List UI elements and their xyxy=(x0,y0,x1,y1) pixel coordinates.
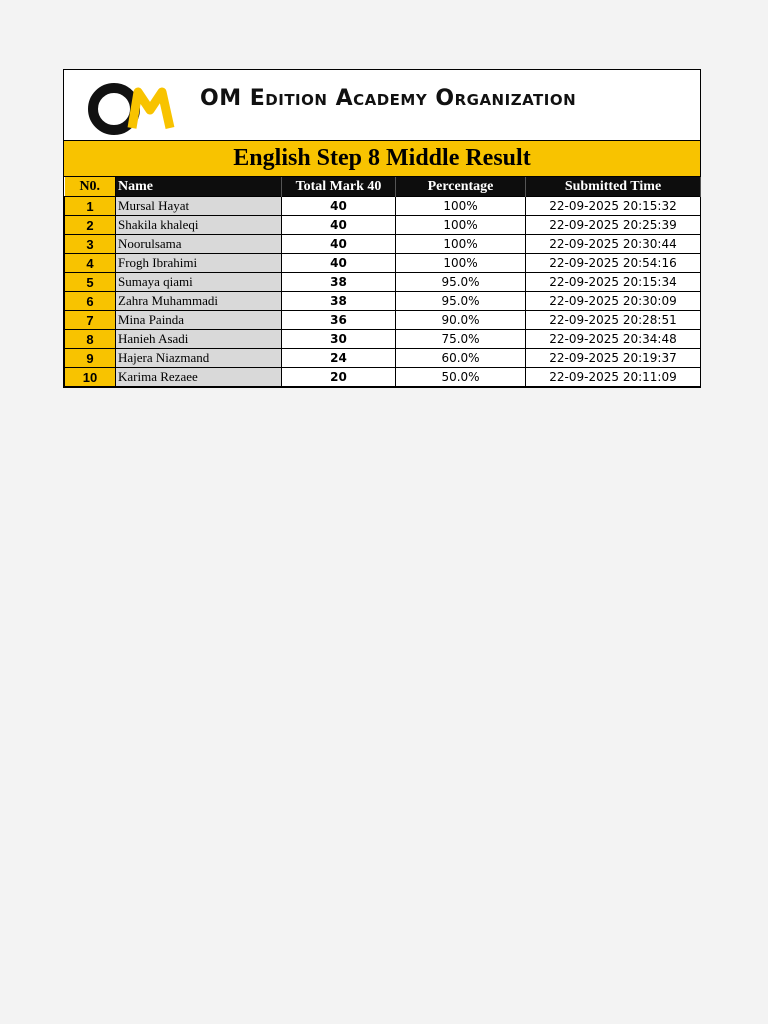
total-mark: 40 xyxy=(282,235,396,254)
student-name: Zahra Muhammadi xyxy=(116,292,282,311)
total-mark: 40 xyxy=(282,197,396,216)
submitted-time: 22-09-2025 20:11:09 xyxy=(526,368,701,387)
result-sheet xyxy=(63,69,701,388)
total-mark: 30 xyxy=(282,330,396,349)
percentage: 100% xyxy=(396,216,526,235)
row-number: 5 xyxy=(65,273,116,292)
row-number: 6 xyxy=(65,292,116,311)
submitted-time: 22-09-2025 20:19:37 xyxy=(526,349,701,368)
student-name: Shakila khaleqi xyxy=(116,216,282,235)
table-row xyxy=(65,330,701,349)
total-mark: 24 xyxy=(282,349,396,368)
col-header-name: Name xyxy=(116,177,282,197)
sheet-header xyxy=(64,70,700,141)
row-number: 4 xyxy=(65,254,116,273)
results-table xyxy=(64,177,701,387)
org-name: OM Edition Academy Organization xyxy=(200,86,577,111)
total-mark: 36 xyxy=(282,311,396,330)
total-mark: 38 xyxy=(282,292,396,311)
submitted-time: 22-09-2025 20:25:39 xyxy=(526,216,701,235)
col-header-time: Submitted Time xyxy=(526,177,701,197)
percentage: 95.0% xyxy=(396,273,526,292)
submitted-time: 22-09-2025 20:15:32 xyxy=(526,197,701,216)
row-number: 2 xyxy=(65,216,116,235)
table-row xyxy=(65,273,701,292)
student-name: Karima Rezaee xyxy=(116,368,282,387)
percentage: 95.0% xyxy=(396,292,526,311)
om-logo-icon xyxy=(84,80,196,136)
row-number: 9 xyxy=(65,349,116,368)
table-row xyxy=(65,254,701,273)
table-row xyxy=(65,311,701,330)
percentage: 100% xyxy=(396,197,526,216)
submitted-time: 22-09-2025 20:28:51 xyxy=(526,311,701,330)
percentage: 50.0% xyxy=(396,368,526,387)
percentage: 100% xyxy=(396,254,526,273)
col-header-mark: Total Mark 40 xyxy=(282,177,396,197)
table-header-row xyxy=(65,177,701,197)
row-number: 7 xyxy=(65,311,116,330)
submitted-time: 22-09-2025 20:34:48 xyxy=(526,330,701,349)
percentage: 90.0% xyxy=(396,311,526,330)
row-number: 10 xyxy=(65,368,116,387)
row-number: 1 xyxy=(65,197,116,216)
table-row xyxy=(65,216,701,235)
row-number: 8 xyxy=(65,330,116,349)
student-name: Noorulsama xyxy=(116,235,282,254)
table-row xyxy=(65,197,701,216)
percentage: 60.0% xyxy=(396,349,526,368)
submitted-time: 22-09-2025 20:30:44 xyxy=(526,235,701,254)
student-name: Mina Painda xyxy=(116,311,282,330)
table-row xyxy=(65,368,701,387)
table-row xyxy=(65,235,701,254)
student-name: Mursal Hayat xyxy=(116,197,282,216)
col-header-percentage: Percentage xyxy=(396,177,526,197)
total-mark: 40 xyxy=(282,216,396,235)
total-mark: 38 xyxy=(282,273,396,292)
row-number: 3 xyxy=(65,235,116,254)
table-row xyxy=(65,349,701,368)
submitted-time: 22-09-2025 20:30:09 xyxy=(526,292,701,311)
student-name: Hanieh Asadi xyxy=(116,330,282,349)
col-header-no: N0. xyxy=(65,177,116,197)
page-title: English Step 8 Middle Result xyxy=(64,141,700,177)
student-name: Hajera Niazmand xyxy=(116,349,282,368)
total-mark: 20 xyxy=(282,368,396,387)
submitted-time: 22-09-2025 20:54:16 xyxy=(526,254,701,273)
student-name: Sumaya qiami xyxy=(116,273,282,292)
percentage: 100% xyxy=(396,235,526,254)
submitted-time: 22-09-2025 20:15:34 xyxy=(526,273,701,292)
student-name: Frogh Ibrahimi xyxy=(116,254,282,273)
percentage: 75.0% xyxy=(396,330,526,349)
table-row xyxy=(65,292,701,311)
total-mark: 40 xyxy=(282,254,396,273)
